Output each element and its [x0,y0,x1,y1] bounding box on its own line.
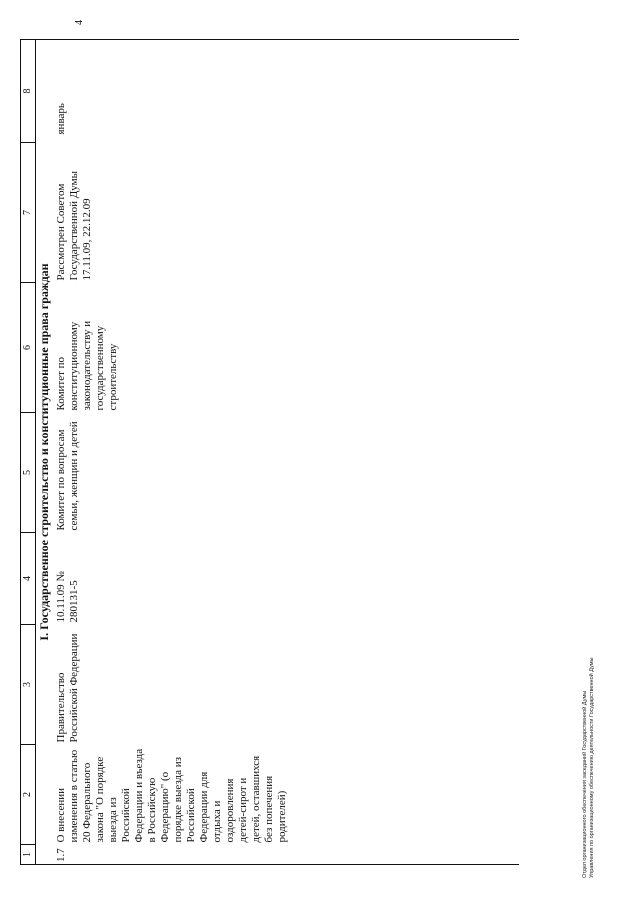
initiator: Правительство Российской Федерации [55,633,80,743]
column-number: 6 [21,283,36,413]
table-bottom-spacer [289,40,519,865]
column-number: 2 [21,745,36,845]
column-number: 3 [21,625,36,745]
footer [582,658,596,879]
section-row [36,40,54,865]
column-number: 4 [21,533,36,625]
section-title: I. Государственное строительство и конституционные права граждан [36,40,54,865]
month: январь [53,40,289,143]
footer-line: Отдел организационного обеспечения заседаний Государственной Думы [582,690,588,878]
column-number: 1 [21,845,36,865]
row-number: 1.7 [53,845,289,865]
co-committee: Комитет по конституционному законодательству и государственному строительству [55,320,119,411]
column-number-row [21,40,36,865]
column-number: 8 [21,40,36,143]
bill-title: О внесении изменения в статью 20 Федерального закона "О порядке выезда из Российской Федерации и въезда в Российскую Федерацию" (о порядке выезда из Российской Федерации для отдыха и оздоровления детей-сирот и детей, оставшихся без попечения родителей) [55,748,288,843]
column-number: 5 [21,413,36,533]
rotated-page [0,20,600,880]
status: Рассмотрен Советом Государственной Думы 17.11.09, 22.12.09 [55,170,93,281]
table-row [53,40,289,865]
registration: 10.11.09 № 280131-5 [55,571,80,623]
bill-table [20,39,519,865]
column-number: 7 [21,143,36,283]
footer-line: Управления по организационному обеспечению деятельности Государственной Думы [589,657,595,878]
page-number: 4 [74,20,85,25]
responsible-committee: Комитет по вопросам семьи, женщин и детей [55,421,80,531]
